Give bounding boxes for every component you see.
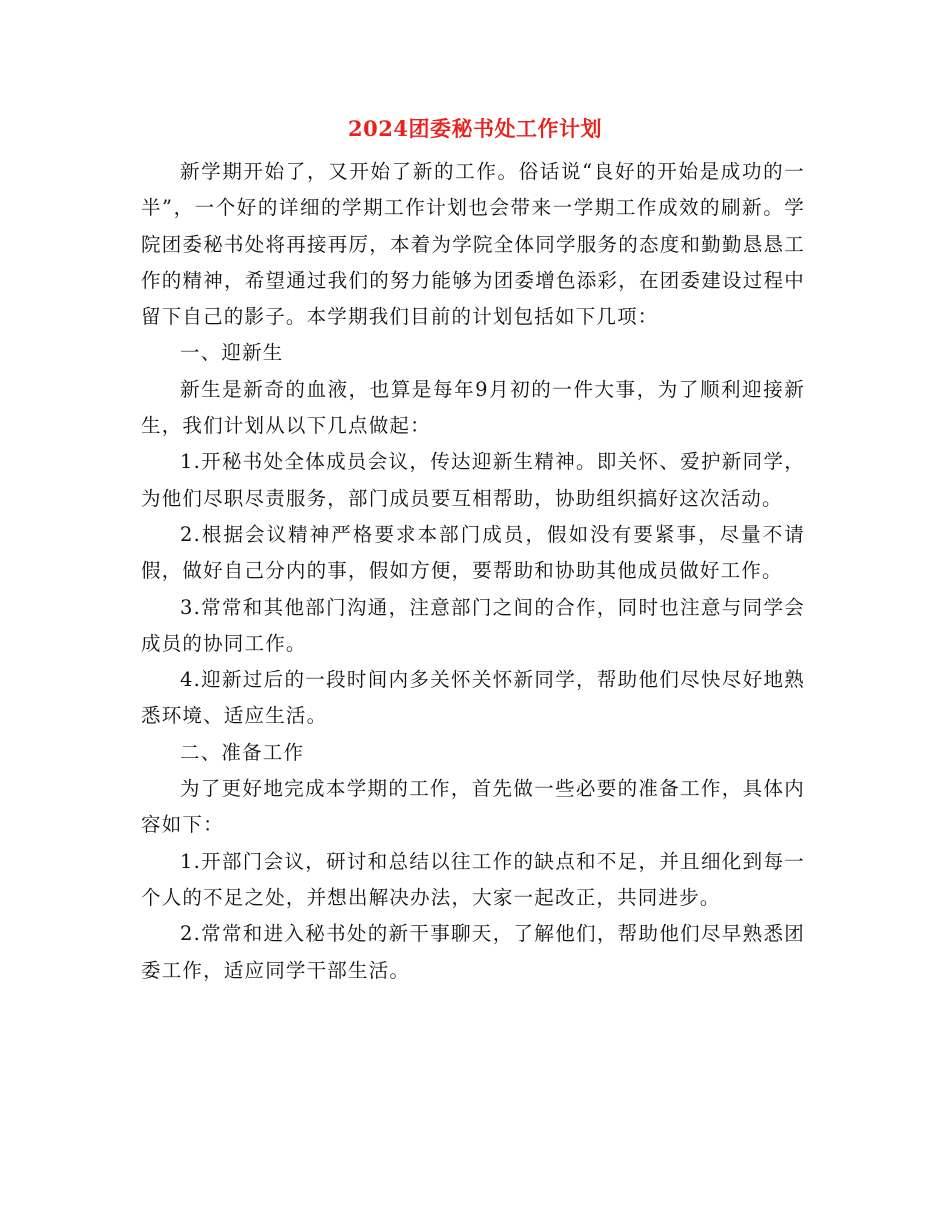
paragraph: 新生是新奇的血液，也算是每年9月初的一件大事，为了顺利迎接新生，我们计划从以下几点做起： xyxy=(141,377,805,438)
list-item: 2.常常和进入秘书处的新干事聊天，了解他们，帮助他们尽早熟悉团委工作，适应同学干部生活。 xyxy=(141,922,805,982)
paragraph: 为了更好地完成本学期的工作，首先做一些必要的准备工作，具体内容如下： xyxy=(141,777,805,837)
section-heading-welcome-freshmen: 一、迎新生 xyxy=(180,341,284,365)
list-item: 3.常常和其他部门沟通，注意部门之间的合作，同时也注意与同学会成员的协同工作。 xyxy=(141,595,805,655)
list-item: 1.开秘书处全体成员会议，传达迎新生精神。即关怀、爱护新同学，为他们尽职尽责服务，部门成员要互相帮助，协助组织搞好这次活动。 xyxy=(141,450,805,510)
list-item: 2.根据会议精神严格要求本部门成员，假如没有要紧事，尽量不请假，做好自己分内的事，假如方便，要帮助和协助其他成员做好工作。 xyxy=(141,522,805,583)
list-item: 1.开部门会议，研讨和总结以往工作的缺点和不足，并且细化到每一个人的不足之处，并想出解决办法，大家一起改正，共同进步。 xyxy=(141,849,805,909)
list-item: 4.迎新过后的一段时间内多关怀关怀新同学，帮助他们尽快尽好地熟悉环境、适应生活。 xyxy=(141,668,805,728)
document-body xyxy=(141,154,805,989)
intro-paragraph: 新学期开始了，又开始了新的工作。俗话说“良好的开始是成功的一半”，一个好的详细的学期工作计划也会带来一学期工作成效的刷新。学院团委秘书处将再接再厉，本着为学院全体同学服务的态度和勤勤恳恳工作的精神，希望通过我们的努力能够为团委增色添彩，在团委建设过程中留下自己的影子。本学期我们目前的计划包括如下几项： xyxy=(141,160,805,329)
section-heading-preparation: 二、准备工作 xyxy=(180,740,305,764)
document-title: 2024团委秘书处工作计划 xyxy=(348,116,602,141)
